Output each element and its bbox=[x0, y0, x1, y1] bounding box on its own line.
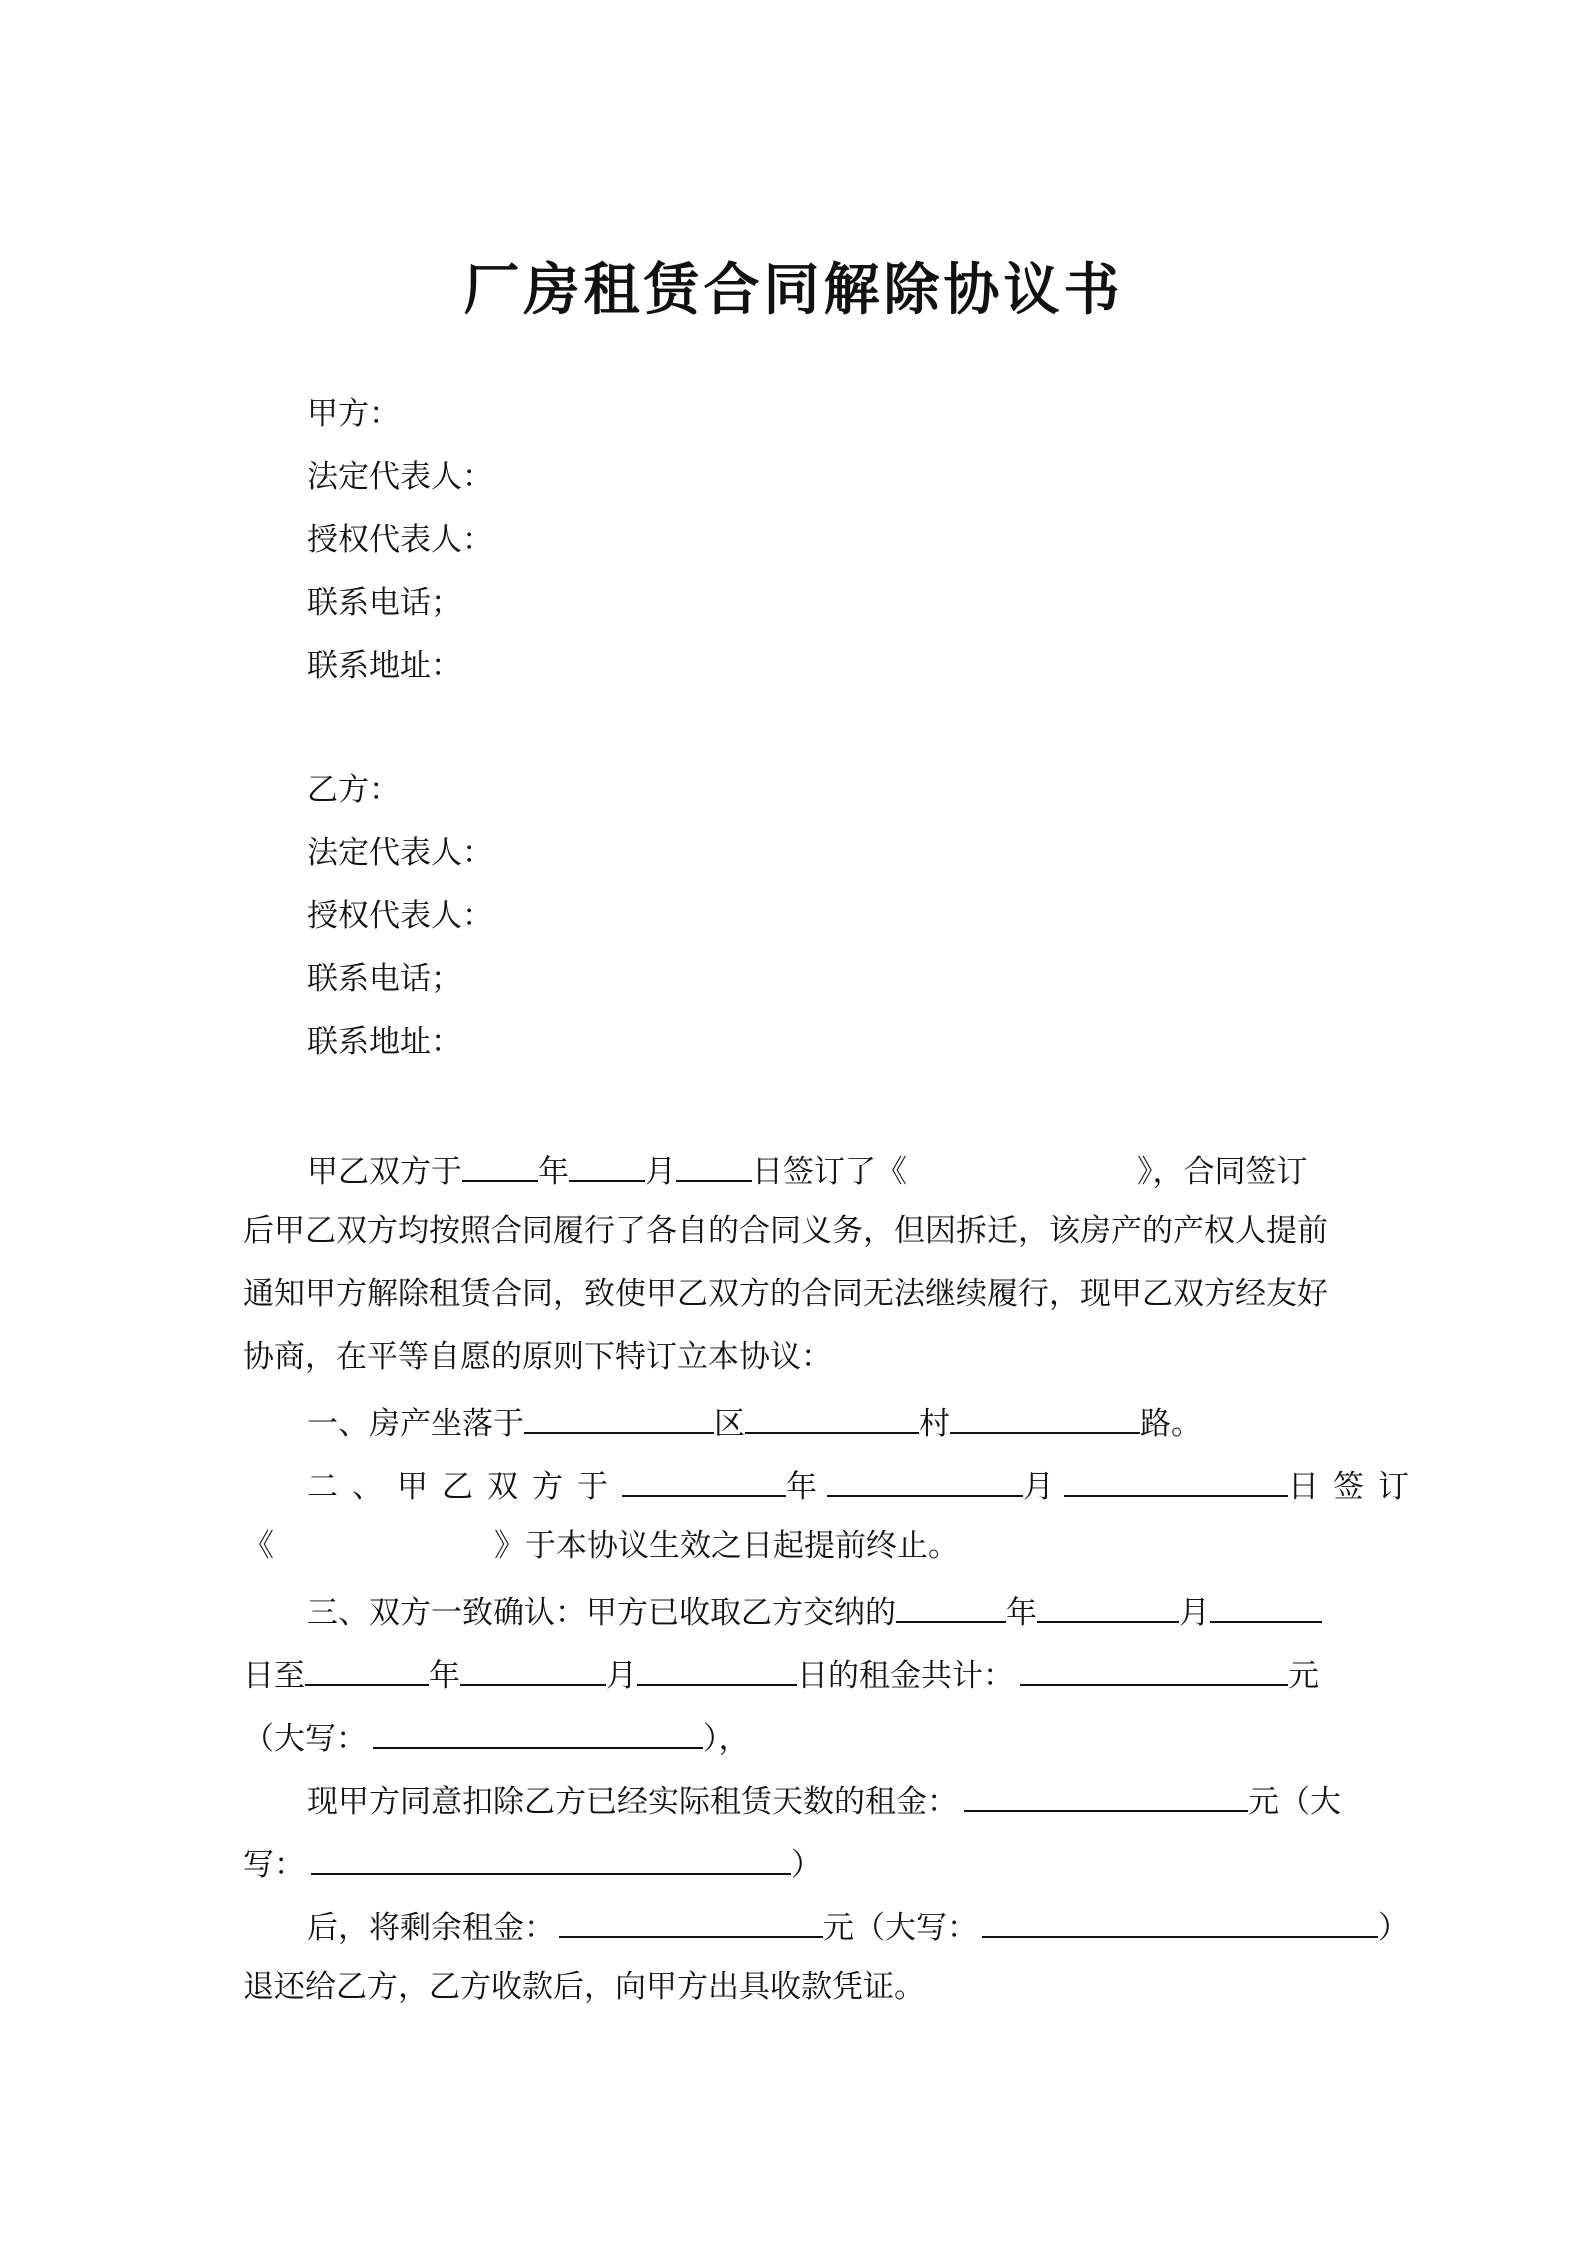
party-a-phone-label: 联系电话； bbox=[307, 585, 462, 621]
party-b-auth-rep-label: 授权代表人： bbox=[307, 898, 493, 934]
blank-rent-total[interactable] bbox=[1020, 1650, 1288, 1686]
blank-clause-2-year[interactable] bbox=[622, 1461, 786, 1497]
deduct-line-1 bbox=[307, 1776, 1341, 1824]
clause-1-road: 路。 bbox=[1140, 1406, 1202, 1442]
deduct-upper-2: 写： bbox=[243, 1847, 305, 1883]
party-a-legal-rep-label: 法定代表人： bbox=[307, 459, 493, 495]
clause-3-year: 年 bbox=[1006, 1595, 1037, 1631]
blank-clause-3-day-2[interactable] bbox=[637, 1650, 797, 1686]
clause-1 bbox=[307, 1398, 1202, 1446]
blank-refund-upper[interactable] bbox=[982, 1902, 1378, 1938]
deduct-line-2 bbox=[243, 1839, 822, 1887]
clause-3-rent-total: 日的租金共计： bbox=[797, 1658, 1014, 1694]
intro-year: 年 bbox=[538, 1154, 569, 1190]
deduct-close: ） bbox=[791, 1847, 822, 1883]
blank-clause-2-day[interactable] bbox=[1064, 1461, 1288, 1497]
clause-3-yuan: 元 bbox=[1288, 1658, 1319, 1694]
blank-clause-3-year[interactable] bbox=[896, 1587, 1006, 1623]
party-b-phone-label: 联系电话； bbox=[307, 961, 462, 997]
deduct-text: 现甲方同意扣除乙方已经实际租赁天数的租金： bbox=[307, 1784, 958, 1820]
clause-1-village: 村 bbox=[919, 1406, 950, 1442]
blank-clause-3-month[interactable] bbox=[1037, 1587, 1179, 1623]
blank-year[interactable] bbox=[462, 1146, 538, 1182]
clause-2-day-signed: 日签订 bbox=[1288, 1469, 1423, 1505]
blank-road[interactable] bbox=[950, 1398, 1140, 1434]
intro-text-a: 甲乙双方于 bbox=[307, 1154, 462, 1190]
party-b-legal-rep-label: 法定代表人： bbox=[307, 835, 493, 871]
refund-text: 后，将剩余租金： bbox=[307, 1910, 555, 1946]
clause-2-line-2 bbox=[243, 1524, 959, 1568]
intro-line-2: 后甲乙双方均按照合同履行了各自的合同义务，但因拆迁，该房产的产权人提前 bbox=[243, 1213, 1328, 1249]
refund-close: ） bbox=[1378, 1910, 1409, 1946]
intro-day-signed: 日签订了《 bbox=[752, 1154, 907, 1190]
blank-village[interactable] bbox=[745, 1398, 919, 1434]
clause-2-year: 年 bbox=[786, 1469, 817, 1505]
clause-2-line-1 bbox=[307, 1461, 1423, 1509]
deduct-yuan-upper: 元（大 bbox=[1248, 1784, 1341, 1820]
blank-clause-3-month-2[interactable] bbox=[460, 1650, 606, 1686]
blank-clause-3-year-2[interactable] bbox=[305, 1650, 429, 1686]
party-a-auth-rep-label: 授权代表人： bbox=[307, 522, 493, 558]
blank-month[interactable] bbox=[569, 1146, 645, 1182]
party-b-address-label: 联系地址： bbox=[307, 1024, 462, 1060]
clause-1-text: 一、房产坐落于 bbox=[307, 1406, 524, 1442]
party-b-label: 乙方： bbox=[307, 772, 400, 808]
clause-3-upper-open: （大写： bbox=[243, 1721, 367, 1757]
clause-3-upper-close: ）， bbox=[703, 1721, 750, 1757]
intro-month: 月 bbox=[645, 1154, 676, 1190]
blank-deduct-upper[interactable] bbox=[311, 1839, 791, 1875]
party-a-address-label: 联系地址： bbox=[307, 648, 462, 684]
refund-line-1 bbox=[307, 1902, 1409, 1950]
clause-3-month-2: 月 bbox=[606, 1658, 637, 1694]
refund-line-2: 退还给乙方，乙方收款后，向甲方出具收款凭证。 bbox=[243, 1969, 925, 2005]
clause-3-month: 月 bbox=[1179, 1595, 1210, 1631]
party-a-label: 甲方： bbox=[307, 396, 400, 432]
refund-yuan-upper: 元（大写： bbox=[823, 1910, 978, 1946]
intro-line-4: 协商，在平等自愿的原则下特订立本协议： bbox=[243, 1339, 832, 1375]
intro-line-1 bbox=[307, 1146, 1308, 1194]
intro-end: 》，合同签订 bbox=[1137, 1154, 1308, 1190]
blank-clause-2-month[interactable] bbox=[827, 1461, 1023, 1497]
clause-3-line-3 bbox=[243, 1713, 750, 1761]
blank-day[interactable] bbox=[676, 1146, 752, 1182]
clause-3-text: 三、双方一致确认：甲方已收取乙方交纳的 bbox=[307, 1595, 896, 1631]
blank-rent-total-upper[interactable] bbox=[373, 1713, 703, 1749]
clause-1-district: 区 bbox=[714, 1406, 745, 1442]
clause-3-line-1 bbox=[307, 1587, 1322, 1635]
clause-2-text: 二、甲乙双方于 bbox=[307, 1469, 622, 1505]
clause-2-text-b: 》于本协议生效之日起提前终止。 bbox=[494, 1528, 959, 1564]
blank-deduct-amount[interactable] bbox=[964, 1776, 1248, 1812]
document-title: 厂房租赁合同解除协议书 bbox=[463, 257, 1124, 323]
blank-clause-3-day[interactable] bbox=[1210, 1587, 1322, 1623]
clause-3-line-2 bbox=[243, 1650, 1319, 1698]
blank-refund-amount[interactable] bbox=[559, 1902, 823, 1938]
clause-3-day-to: 日至 bbox=[243, 1658, 305, 1694]
clause-2-month: 月 bbox=[1023, 1469, 1054, 1505]
blank-district[interactable] bbox=[524, 1398, 714, 1434]
intro-line-3: 通知甲方解除租赁合同，致使甲乙双方的合同无法继续履行，现甲乙双方经友好 bbox=[243, 1276, 1328, 1312]
clause-2-open-quote: 《 bbox=[243, 1528, 274, 1564]
clause-3-year-2: 年 bbox=[429, 1658, 460, 1694]
